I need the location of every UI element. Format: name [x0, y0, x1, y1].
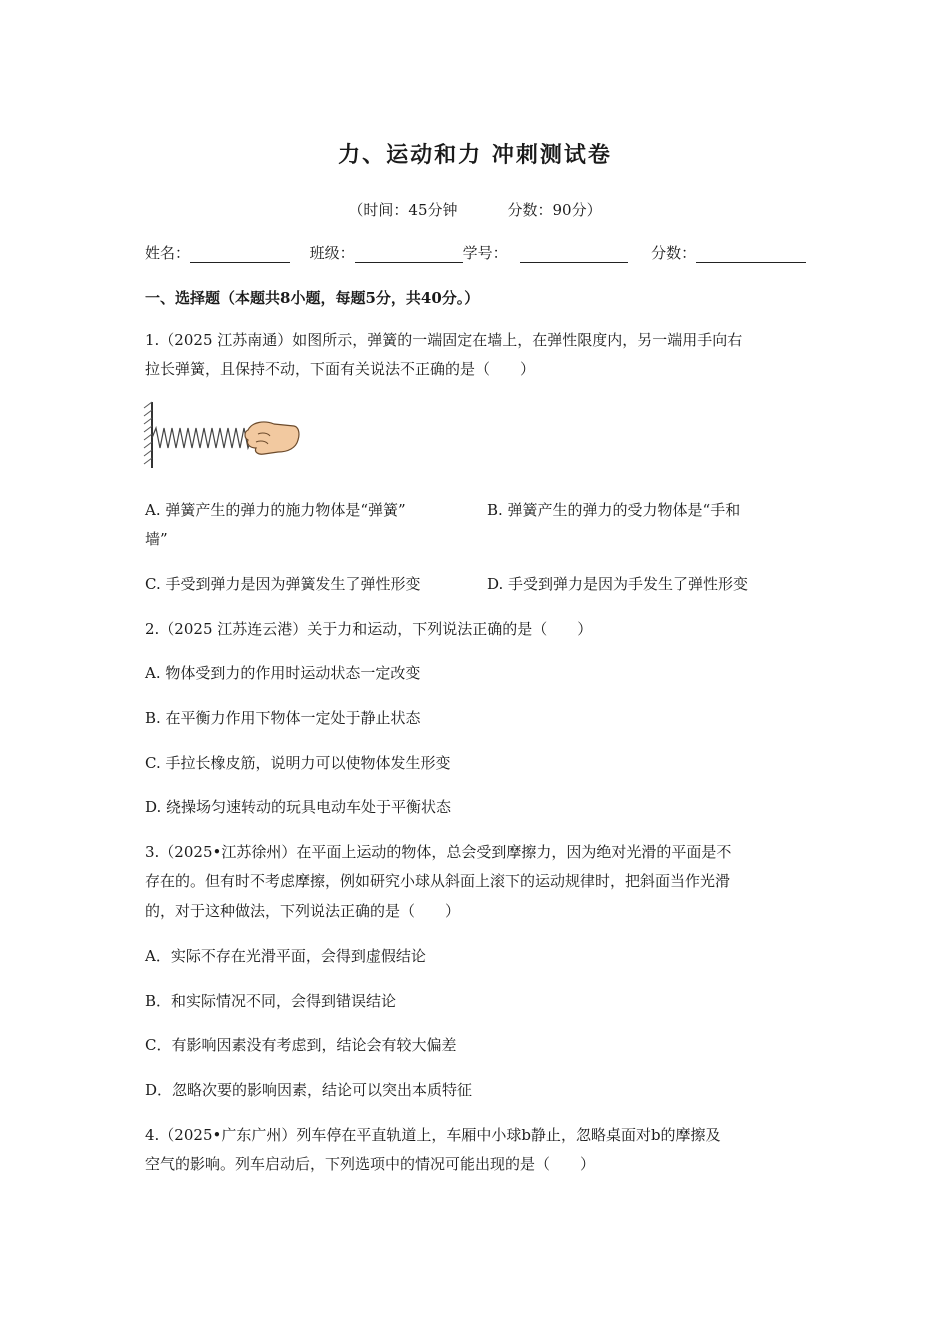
- q1-option-a[interactable]: A. 弹簧产生的弹力的施力物体是“弹簧”: [145, 501, 406, 519]
- q1-stem-line1: 1.（2025 江苏南通）如图所示，弹簧的一端固定在墙上，在弹性限度内，另一端用手向右: [145, 331, 743, 349]
- q3-option-a[interactable]: A．实际不存在光滑平面，会得到虚假结论: [145, 947, 426, 965]
- class-label: 班级：: [309, 244, 355, 262]
- q2-option-d[interactable]: D. 绕操场匀速转动的玩具电动车处于平衡状态: [145, 798, 452, 816]
- q3-option-c[interactable]: C．有影响因素没有考虑到，结论会有较大偏差: [145, 1036, 457, 1054]
- total-score: 分数：90分）: [507, 201, 602, 219]
- id-field[interactable]: [520, 246, 628, 263]
- q2-option-a[interactable]: A. 物体受到力的作用时运动状态一定改变: [145, 664, 421, 682]
- q2-option-c[interactable]: C. 手拉长橡皮筋，说明力可以使物体发生形变: [145, 754, 451, 772]
- wall-hatching: [144, 402, 152, 464]
- class-field[interactable]: [355, 246, 463, 263]
- name-label: 姓名：: [145, 244, 191, 262]
- id-label: 学号：: [462, 244, 508, 262]
- student-info-row: [145, 242, 810, 263]
- spring-figure: [142, 400, 302, 474]
- q3-option-b[interactable]: B．和实际情况不同，会得到错误结论: [145, 992, 397, 1010]
- exam-meta: [0, 199, 950, 220]
- q4-stem-line2: 空气的影响。列车启动后，下列选项中的情况可能出现的是（ ）: [145, 1155, 596, 1173]
- section-heading: 一、选择题（本题共8小题，每题5分，共40分。）: [145, 289, 480, 307]
- q1-option-b-cont: 墙”: [145, 530, 168, 548]
- spring-hand-illustration: [142, 400, 302, 470]
- time-limit: （时间：45分钟: [348, 201, 458, 219]
- q1-option-b[interactable]: B. 弹簧产生的弹力的受力物体是“手和: [487, 501, 741, 519]
- score-field[interactable]: [696, 246, 806, 263]
- q1-stem-line2: 拉长弹簧，且保持不动，下面有关说法不正确的是（ ）: [145, 360, 536, 378]
- q3-stem-line3: 的，对于这种做法，下列说法正确的是（ ）: [145, 902, 461, 920]
- name-field[interactable]: [190, 246, 290, 263]
- score-label: 分数：: [651, 244, 697, 262]
- spring-coil: [152, 428, 252, 448]
- q3-stem-line2: 存在的。但有时不考虑摩擦，例如研究小球从斜面上滚下的运动规律时，把斜面当作光滑: [145, 872, 731, 890]
- hand-icon: [245, 422, 299, 454]
- q2-stem: 2.（2025 江苏连云港）关于力和运动，下列说法正确的是（ ）: [145, 620, 593, 638]
- q3-stem-line1: 3.（2025•江苏徐州）在平面上运动的物体，总会受到摩擦力，因为绝对光滑的平面是不: [145, 843, 732, 861]
- q1-option-d[interactable]: D. 手受到弹力是因为手发生了弹性形变: [487, 575, 749, 593]
- page-title: 力、运动和力 冲刺测试卷: [338, 142, 612, 168]
- q1-option-c[interactable]: C. 手受到弹力是因为弹簧发生了弹性形变: [145, 575, 421, 593]
- q3-option-d[interactable]: D．忽略次要的影响因素，结论可以突出本质特征: [145, 1081, 473, 1099]
- q2-option-b[interactable]: B. 在平衡力作用下物体一定处于静止状态: [145, 709, 421, 727]
- q4-stem-line1: 4.（2025•广东广州）列车停在平直轨道上，车厢中小球b静止，忽略桌面对b的摩擦及: [145, 1126, 721, 1144]
